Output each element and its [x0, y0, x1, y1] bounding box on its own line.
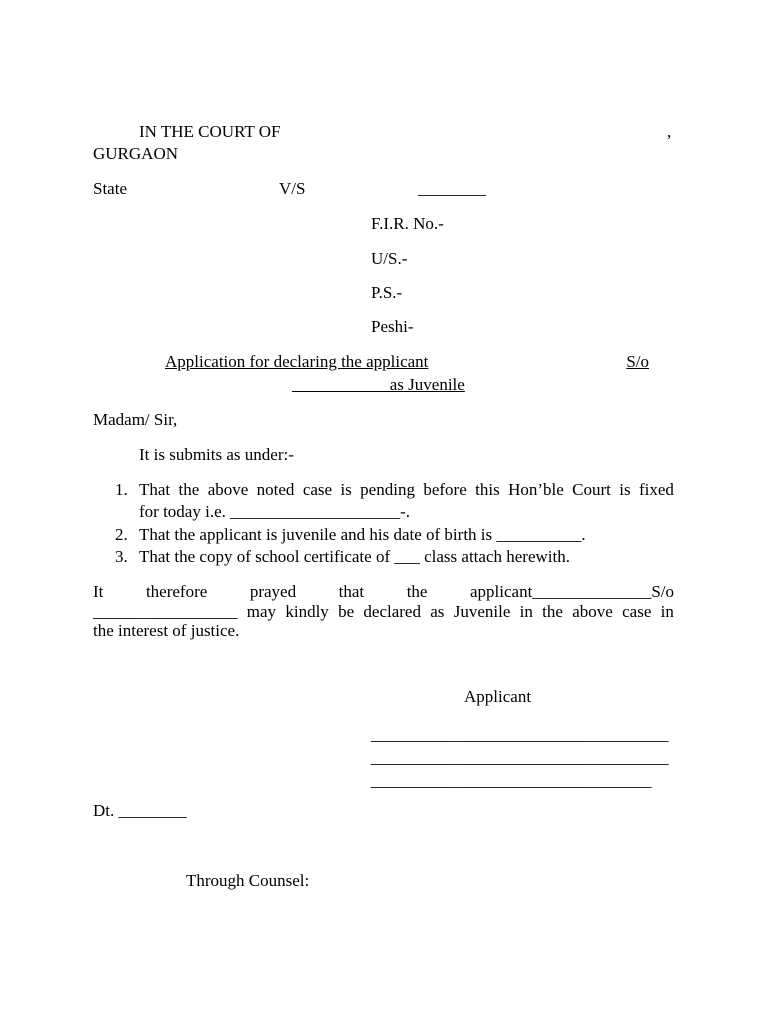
party-versus: V/S [279, 179, 306, 198]
word: noted [256, 480, 295, 499]
point-2-text: That the applicant is juvenile and his date of birth is __________. [139, 525, 586, 544]
intro-line: It is submits as under:- [139, 445, 294, 464]
word: is [619, 480, 631, 499]
word: the [406, 582, 428, 601]
word: pending [360, 480, 415, 499]
word: Court [572, 480, 611, 499]
point-3-text: That the copy of school certificate of ___ class attach herewith. [139, 547, 570, 566]
through-counsel: Through Counsel: [186, 871, 310, 890]
party-state: State [93, 179, 127, 198]
word: is [340, 480, 352, 499]
word: applicant______________S/o [470, 582, 674, 601]
word: this [475, 480, 500, 499]
point-1-line2: for today i.e. ____________________-. [139, 502, 411, 521]
prayer-line1 [93, 582, 674, 602]
salutation: Madam/ Sir, [93, 410, 178, 429]
word: above [207, 480, 249, 499]
word: may [246, 602, 277, 621]
word: declared [363, 602, 421, 621]
prayer-line3: the interest of justice. [93, 621, 240, 640]
peshi-date: Peshi- [371, 317, 414, 336]
word: the [542, 602, 563, 621]
word: _________________ [93, 602, 238, 621]
court-heading: IN THE COURT OF [139, 122, 281, 141]
word: Hon’ble [508, 480, 564, 499]
word: that [338, 582, 365, 601]
word: kindly [285, 602, 329, 621]
point-number: 3. [115, 547, 128, 566]
date-field: Dt. ________ [93, 801, 187, 820]
word: in [660, 602, 674, 621]
point-1-line1 [139, 480, 674, 500]
word: fixed [638, 480, 674, 499]
fir-number: F.I.R. No.- [371, 214, 444, 233]
point-number: 2. [115, 525, 128, 544]
word: as [430, 602, 445, 621]
under-section: U/S.- [371, 249, 408, 268]
word: case [622, 602, 652, 621]
word: therefore [145, 582, 208, 601]
signature-line-1: ___________________________________ [371, 725, 669, 744]
word: above [572, 602, 613, 621]
applicant-label: Applicant [464, 687, 532, 706]
point-number: 1. [115, 480, 128, 499]
application-title-son-of: S/o [626, 352, 649, 371]
party-accused-blank: ________ [418, 179, 486, 198]
police-station: P.S.- [371, 283, 403, 302]
prayer-line2 [93, 602, 674, 622]
word: case [302, 480, 333, 499]
application-title-text: Application for declaring the applicant [165, 352, 429, 371]
word: in [519, 602, 533, 621]
word: prayed [249, 582, 297, 601]
application-title-line1 [165, 352, 649, 372]
word: be [338, 602, 355, 621]
word: It [93, 582, 104, 601]
court-heading-comma: , [667, 122, 672, 141]
word: before [423, 480, 467, 499]
word: That [139, 480, 171, 499]
word: the [178, 480, 200, 499]
word: Juvenile [453, 602, 511, 621]
signature-line-3: _________________________________ [371, 771, 652, 790]
signature-line-2: ___________________________________ [371, 748, 669, 767]
court-city: GURGAON [93, 144, 178, 163]
application-title-line2: ___________ as Juvenile [292, 375, 465, 394]
